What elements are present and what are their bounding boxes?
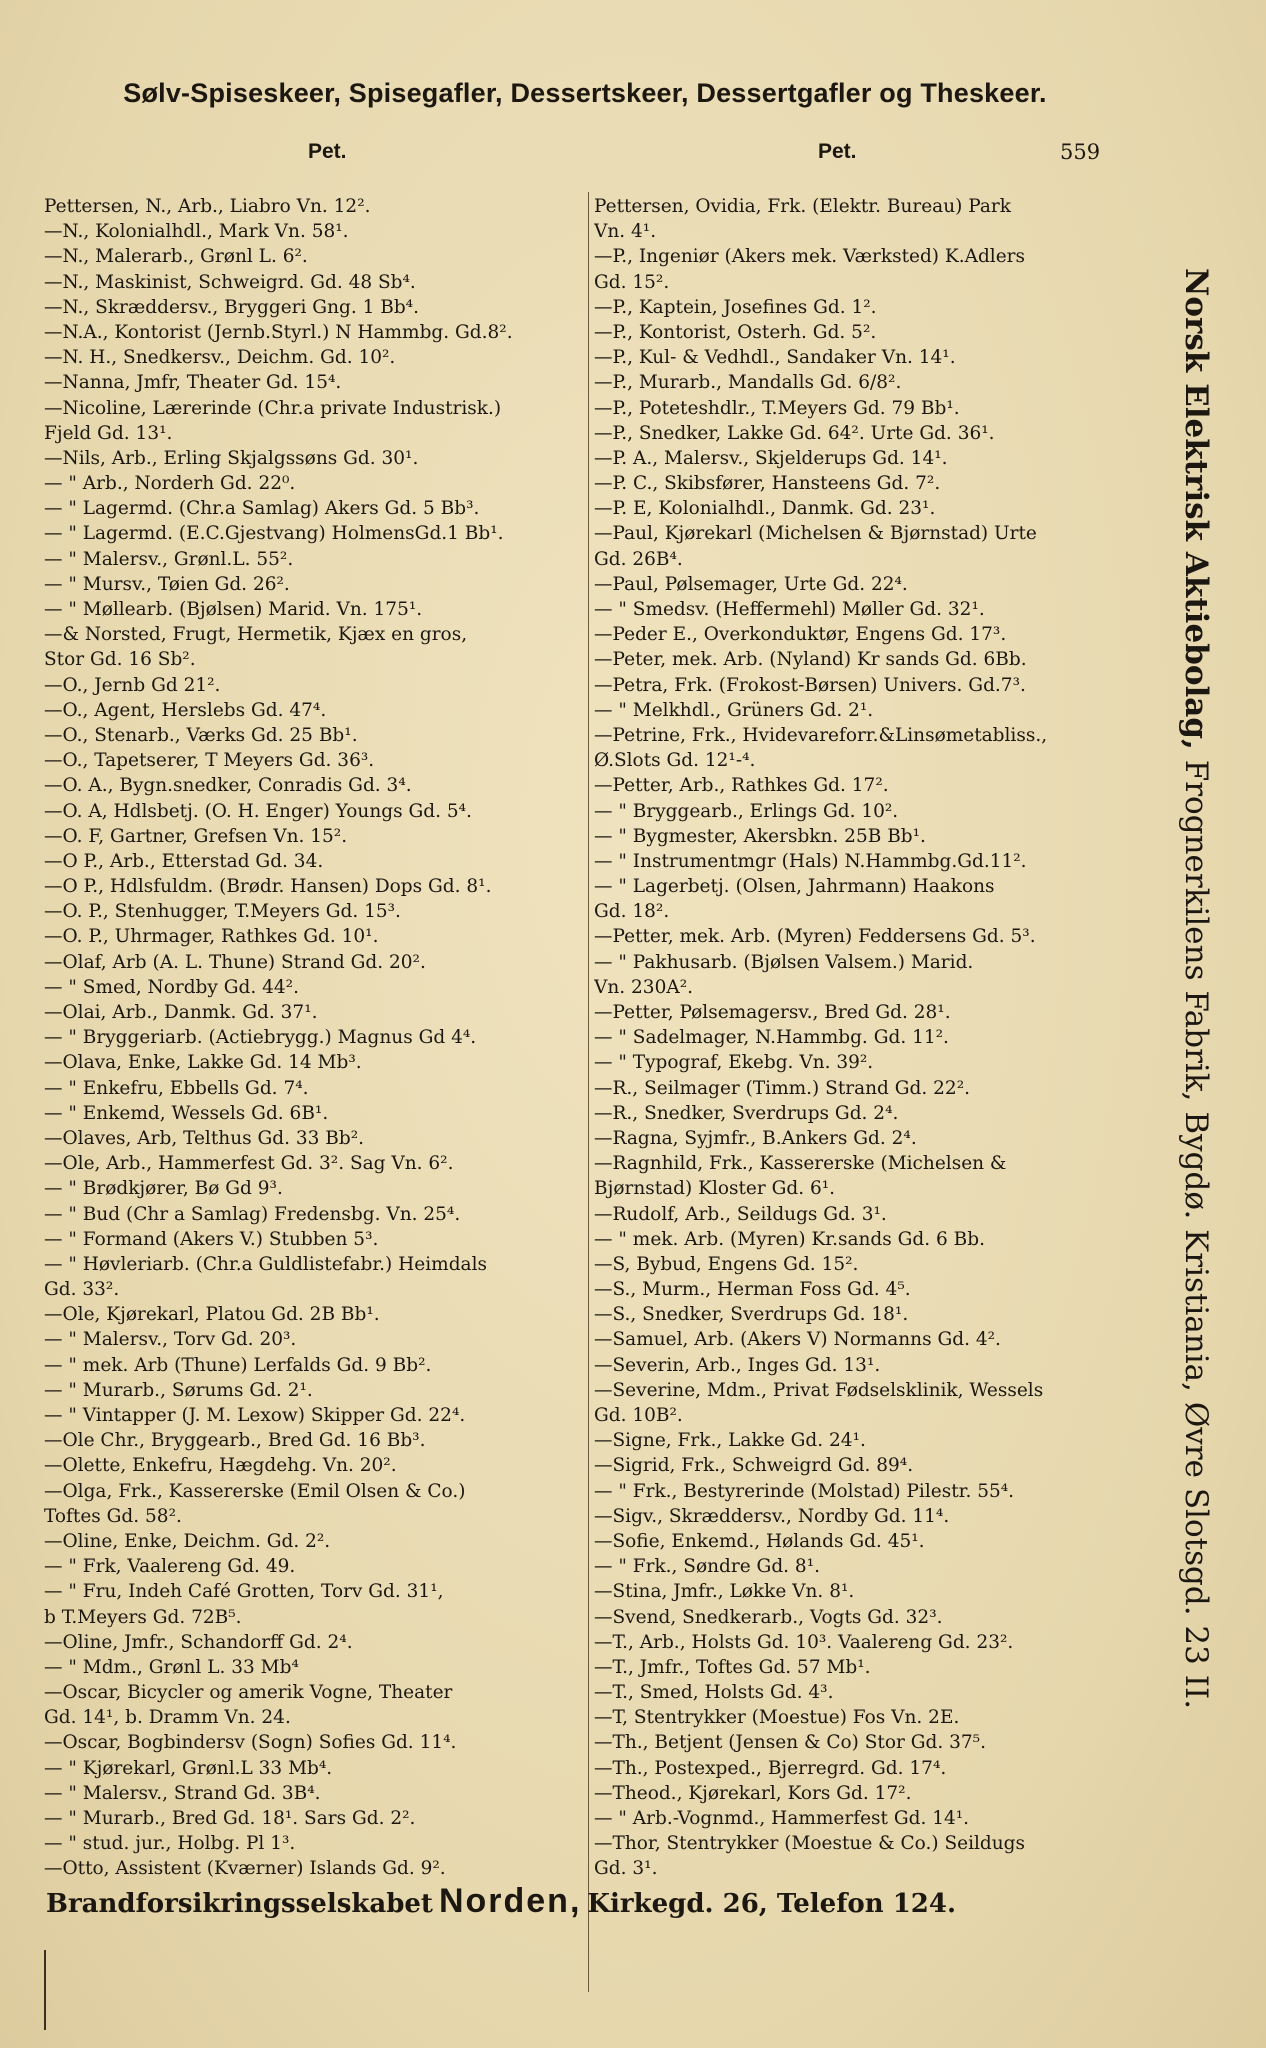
directory-entry-line: Gd. 3¹. [594,1858,658,1880]
directory-entry-line: —Oline, Enke, Deichm. Gd. 2². [44,1530,331,1552]
directory-entry-line: —Nils, Arb., Erling Skjalgssøns Gd. 30¹. [44,447,419,469]
directory-entry-line: —Otto, Assistent (Kværner) Islands Gd. 9². [44,1858,446,1880]
directory-entry-line: —P., Murarb., Mandalls Gd. 6/8². [594,372,902,394]
directory-entry-line: —P., Snedker, Lakke Gd. 64². Urte Gd. 36¹. [594,422,995,444]
directory-entry-line: —Severin, Arb., Inges Gd. 13¹. [594,1354,881,1376]
directory-entry-line: — " Mdm., Grønl L. 33 Mb⁴ [44,1656,299,1678]
directory-entry-line: Pettersen, N., Arb., Liabro Vn. 12². [44,196,371,217]
left-column-entries [44,194,584,1882]
directory-entry-line: —Severine, Mdm., Privat Fødselsklinik, Wessels [594,1379,1044,1401]
directory-entry-line: —O P., Arb., Etterstad Gd. 34. [44,850,324,872]
directory-entry-line: — " Brødkjører, Bø Gd 9³. [44,1178,283,1200]
directory-entry-line: —Thor, Stentrykker (Moestue & Co.) Seildugs [594,1833,1026,1855]
directory-entry-line: —S., Snedker, Sverdrups Gd. 18¹. [594,1304,909,1326]
directory-entry-line: — " mek. Arb. (Myren) Kr.sands Gd. 6 Bb. [594,1228,985,1250]
directory-entry-line: — " Frk., Søndre Gd. 8¹. [594,1556,820,1578]
directory-entry-line: — " Formand (Akers V.) Stubben 5³. [44,1228,379,1250]
directory-entry-line: — " Smed, Nordby Gd. 44². [44,976,299,998]
directory-entry-line: —N.A., Kontorist (Jernb.Styrl.) N Hammbg. Gd.8². [44,321,513,343]
directory-entry-line: —& Norsted, Frugt, Hermetik, Kjæx en gros, [44,624,468,646]
directory-entry-line: —P., Kaptein, Josefines Gd. 1². [594,296,877,318]
bottom-advertisement-banner [46,1882,1146,1921]
directory-entry-line: —P., Kontorist, Osterh. Gd. 5². [594,321,877,343]
directory-entry-line: — " Frk, Vaalereng Gd. 49. [44,1556,296,1578]
directory-entry-line: Fjeld Gd. 13¹. [44,422,173,444]
directory-entry-line: —Peder E., Overkonduktør, Engens Gd. 17³. [594,624,1007,646]
directory-entry-line: b T.Meyers Gd. 72B⁵. [44,1606,242,1628]
directory-entry-line: —S., Murm., Herman Foss Gd. 4⁵. [594,1279,911,1301]
directory-entry-line: — " Lagerbetj. (Olsen, Jahrmann) Haakons [594,876,995,898]
directory-entry-line: —Theod., Kjørekarl, Kors Gd. 17². [594,1782,912,1804]
left-running-head: Pet. [308,140,347,163]
directory-entry-line: —R., Snedker, Sverdrups Gd. 2⁴. [594,1102,899,1124]
directory-entry-line: —Paul, Kjørekarl (Michelsen & Bjørnstad) Urte [594,523,1037,545]
directory-entry-line: — " Arb.-Vognmd., Hammerfest Gd. 14¹. [594,1808,970,1829]
directory-entry-line: — " Typograf, Ekebg. Vn. 39². [594,1052,874,1074]
footer-company-name: Norden, [438,1882,582,1920]
directory-entry-line: —O., Agent, Herslebs Gd. 47⁴. [44,699,327,721]
directory-entry-line: —Th., Postexped., Bjerregrd. Gd. 17⁴. [594,1757,947,1779]
directory-entry-line: —N. H., Snedkersv., Deichm. Gd. 10². [44,347,396,369]
directory-entry-line: —Ragnhild, Frk., Kassererske (Michelsen & [594,1153,1007,1175]
directory-entry-line: Toftes Gd. 58². [44,1505,182,1527]
directory-entry-line: —Petter, Arb., Rathkes Gd. 17². [594,775,889,797]
directory-entry-line: — " Instrumentmgr (Hals) N.Hammbg.Gd.11². [594,850,1027,872]
directory-entry-line: —Olaves, Arb, Telthus Gd. 33 Bb². [44,1127,365,1149]
directory-entry-line: —P., Kul- & Vedhdl., Sandaker Vn. 14¹. [594,347,956,369]
directory-entry-line: — " Høvleriarb. (Chr.a Guldlistefabr.) Heimdals [44,1253,487,1275]
directory-entry-line: Vn. 4¹. [594,221,657,243]
directory-entry-line: — " Murarb., Sørums Gd. 2¹. [44,1379,313,1401]
directory-entry-line: —N., Skræddersv., Bryggeri Gng. 1 Bb⁴. [44,296,419,318]
directory-entry-line: —O. A., Bygn.snedker, Conradis Gd. 3⁴. [44,775,412,797]
directory-entry-line: —N., Maskinist, Schweigrd. Gd. 48 Sb⁴. [44,271,416,293]
directory-entry-line: —O. P., Stenhugger, T.Meyers Gd. 15³. [44,901,401,923]
directory-entry-line: —P. E, Kolonialhdl., Danmk. Gd. 23¹. [594,498,936,520]
directory-entry-line: — " Lagermd. (E.C.Gjestvang) HolmensGd.1 Bb¹. [44,523,504,545]
side-advertisement [1176,268,1216,1709]
directory-entry-line: Gd. 10B². [594,1405,683,1426]
directory-entry-line: —O. P., Uhrmager, Rathkes Gd. 10¹. [44,926,379,948]
directory-entry-line: Pettersen, Ovidia, Frk. (Elektr. Bureau) Park [594,196,1011,217]
directory-entry-line: —N., Malerarb., Grønl L. 6². [44,246,308,268]
directory-entry-line: — " Vintapper (J. M. Lexow) Skipper Gd. 22⁴. [44,1405,466,1426]
directory-entry-line: — " Kjørekarl, Grønl.L 33 Mb⁴. [44,1757,333,1779]
directory-entry-line: Gd. 26B⁴. [594,548,683,570]
directory-entry-line: — " Fru, Indeh Café Grotten, Torv Gd. 31¹, [44,1581,444,1603]
directory-entry-line: —Olaf, Arb (A. L. Thune) Strand Gd. 20². [44,951,426,973]
directory-entry-line: — " Bygmester, Akersbkn. 25B Bb¹. [594,825,926,847]
directory-entry-line: — " Arb., Norderh Gd. 22⁰. [44,473,296,495]
directory-entry-line: —O. A, Hdlsbetj. (O. H. Enger) Youngs Gd. 5⁴. [44,800,472,822]
directory-entry-line: — " Enkefru, Ebbells Gd. 7⁴. [44,1077,309,1099]
directory-entry-line: —O P., Hdlsfuldm. (Brødr. Hansen) Dops Gd. 8¹. [44,876,492,898]
right-column-entries [594,194,1134,1882]
directory-entry-line: —Paul, Pølsemager, Urte Gd. 22⁴. [594,573,908,595]
directory-entry-line: —O., Tapetserer, T Meyers Gd. 36³. [44,750,375,772]
directory-entry-line: — " Bryggeriarb. (Actiebrygg.) Magnus Gd 4⁴. [44,1027,477,1049]
side-advertisement-company: Norsk Elektrisk Aktiebolag, [1178,268,1214,750]
directory-entry-line: —Signe, Frk., Lakke Gd. 24¹. [594,1430,866,1452]
directory-entry-line: —N., Kolonialhdl., Mark Vn. 58¹. [44,221,349,243]
margin-mark [44,1950,46,2030]
right-running-head: Pet. [818,140,857,163]
directory-entry-line: —Peter, mek. Arb. (Nyland) Kr sands Gd. 6Bb. [594,649,1027,671]
directory-entry-line: —T., Arb., Holsts Gd. 10³. Vaalereng Gd. 23². [594,1631,1014,1653]
directory-entry-line: —P. C., Skibsfører, Hansteens Gd. 7². [594,473,941,495]
directory-entry-line: —O., Jernb Gd 21². [44,674,221,696]
directory-entry-line: —Ole, Arb., Hammerfest Gd. 3². Sag Vn. 6². [44,1153,454,1175]
directory-entry-line: — " Malersv., Strand Gd. 3B⁴. [44,1782,321,1804]
directory-entry-line: — " mek. Arb (Thune) Lerfalds Gd. 9 Bb². [44,1354,432,1376]
directory-entry-line: —Th., Betjent (Jensen & Co) Stor Gd. 37⁵. [594,1732,986,1754]
directory-entry-line: Bjørnstad) Kloster Gd. 6¹. [594,1178,836,1200]
directory-entry-line: —Nanna, Jmfr, Theater Gd. 15⁴. [44,372,342,394]
directory-entry-line: —O., Stenarb., Værks Gd. 25 Bb¹. [44,724,358,746]
directory-entry-line: — " Møllearb. (Bjølsen) Marid. Vn. 175¹. [44,599,423,620]
directory-entry-line: Stor Gd. 16 Sb². [44,649,196,671]
directory-entry-line: —Svend, Snedkerarb., Vogts Gd. 32³. [594,1606,943,1628]
directory-entry-line: Gd. 33². [44,1279,120,1301]
directory-entry-line: —Samuel, Arb. (Akers V) Normanns Gd. 4². [594,1329,1001,1351]
directory-entry-line: — " Melkhdl., Grüners Gd. 2¹. [594,699,874,721]
directory-entry-line: — " Bud (Chr a Samlag) Fredensbg. Vn. 25⁴. [44,1203,461,1225]
directory-entry-line: — " Mursv., Tøien Gd. 26². [44,573,290,595]
directory-entry-line: —Stina, Jmfr., Løkke Vn. 8¹. [594,1581,855,1603]
directory-entry-line: —R., Seilmager (Timm.) Strand Gd. 22². [594,1077,970,1099]
directory-entry-line: — " Enkemd, Wessels Gd. 6B¹. [44,1102,329,1124]
directory-entry-line: Ø.Slots Gd. 12¹-⁴. [594,750,756,772]
directory-entry-line: — " stud. jur., Holbg. Pl 1³. [44,1833,296,1855]
directory-entry-line: —T., Smed, Holsts Gd. 4³. [594,1682,834,1704]
column-divider [588,192,589,1992]
directory-entry-line: —P., Ingeniør (Akers mek. Værksted) K.Adlers [594,246,1025,268]
directory-entry-line: Gd. 18². [594,901,670,923]
directory-entry-line: —Ole, Kjørekarl, Platou Gd. 2B Bb¹. [44,1304,380,1326]
directory-entry-line: — " Bryggearb., Erlings Gd. 10². [594,800,899,822]
directory-entry-line: —Sigrid, Frk., Schweigrd Gd. 89⁴. [594,1455,914,1477]
directory-entry-line: — " Frk., Bestyrerinde (Molstad) Pilestr. 55⁴. [594,1480,1015,1502]
directory-entry-line: —Olai, Arb., Danmk. Gd. 37¹. [44,1002,318,1023]
page-number: 559 [1060,140,1101,164]
footer-address-phone: Kirkegd. 26, Telefon 124. [587,1889,957,1919]
directory-entry-line: —Olette, Enkefru, Hægdehg. Vn. 20². [44,1455,397,1477]
directory-entry-line: —T, Stentrykker (Moestue) Fos Vn. 2E. [594,1707,960,1729]
directory-entry-line: — " Malersv., Torv Gd. 20³. [44,1329,297,1351]
directory-entry-line: —P., Poteteshdlr., T.Meyers Gd. 79 Bb¹. [594,397,960,419]
directory-entry-line: — " Sadelmager, N.Hammbg. Gd. 11². [594,1027,949,1049]
side-advertisement-address: Frognerkilens Fabrik, Bygdø. Kristiania, Øvre Slotsgd. 23 II. [1178,749,1214,1710]
directory-entry-line: —Petrine, Frk., Hvidevareforr.&Linsømetabliss., [594,724,1048,746]
directory-entry-line: Gd. 15². [594,271,670,293]
directory-entry-line: — " Lagermd. (Chr.a Samlag) Akers Gd. 5 Bb³. [44,498,480,520]
directory-entry-line: —Sigv., Skræddersv., Nordby Gd. 11⁴. [594,1505,950,1527]
directory-entry-line: — " Murarb., Bred Gd. 18¹. Sars Gd. 2². [44,1808,416,1829]
directory-entry-line: —Petter, mek. Arb. (Myren) Feddersens Gd. 5³. [594,926,1036,948]
directory-entry-line: —Ole Chr., Bryggearb., Bred Gd. 16 Bb³. [44,1430,426,1452]
directory-entry-line: —Rudolf, Arb., Seildugs Gd. 3¹. [594,1203,887,1225]
directory-entry-line: —Olava, Enke, Lakke Gd. 14 Mb³. [44,1052,362,1074]
directory-entry-line: —Olga, Frk., Kassererske (Emil Olsen & Co.) [44,1480,466,1502]
directory-entry-line: —Nicoline, Lærerinde (Chr.a private Industrisk.) [44,397,502,419]
directory-entry-line: Vn. 230A². [594,976,694,998]
directory-entry-line: —Oscar, Bicycler og amerik Vogne, Theater [44,1682,453,1704]
directory-entry-line: Gd. 14¹, b. Dramm Vn. 24. [44,1707,291,1729]
directory-entry-line: — " Pakhusarb. (Bjølsen Valsem.) Marid. [594,951,974,973]
directory-entry-line: —Ragna, Syjmfr., B.Ankers Gd. 2⁴. [594,1127,917,1149]
directory-entry-line: —P. A., Malersv., Skjelderups Gd. 14¹. [594,447,948,469]
directory-entry-line: —T., Jmfr., Toftes Gd. 57 Mb¹. [594,1656,871,1678]
directory-entry-line: —Sofie, Enkemd., Hølands Gd. 45¹. [594,1530,925,1552]
directory-entry-line: —Petra, Frk. (Frokost-Børsen) Univers. Gd.7³. [594,674,1026,696]
directory-entry-line: —Oscar, Bogbindersv (Sogn) Sofies Gd. 11⁴. [44,1732,457,1754]
footer-company-prefix: Brandforsikringsselskabet [46,1889,433,1919]
directory-entry-line: — " Malersv., Grønl.L. 55². [44,548,294,570]
directory-entry-line: —S, Bybud, Engens Gd. 15². [594,1253,859,1275]
directory-entry-line: —O. F, Gartner, Grefsen Vn. 15². [44,825,348,847]
directory-entry-line: —Oline, Jmfr., Schandorff Gd. 2⁴. [44,1631,353,1653]
top-advertisement-banner: Sølv-Spiseskeer, Spisegafler, Dessertskeer, Dessertgafler og Theskeer. [123,78,1047,108]
directory-entry-line: —Petter, Pølsemagersv., Bred Gd. 28¹. [594,1002,951,1023]
directory-entry-line: — " Smedsv. (Heffermehl) Møller Gd. 32¹. [594,599,985,620]
